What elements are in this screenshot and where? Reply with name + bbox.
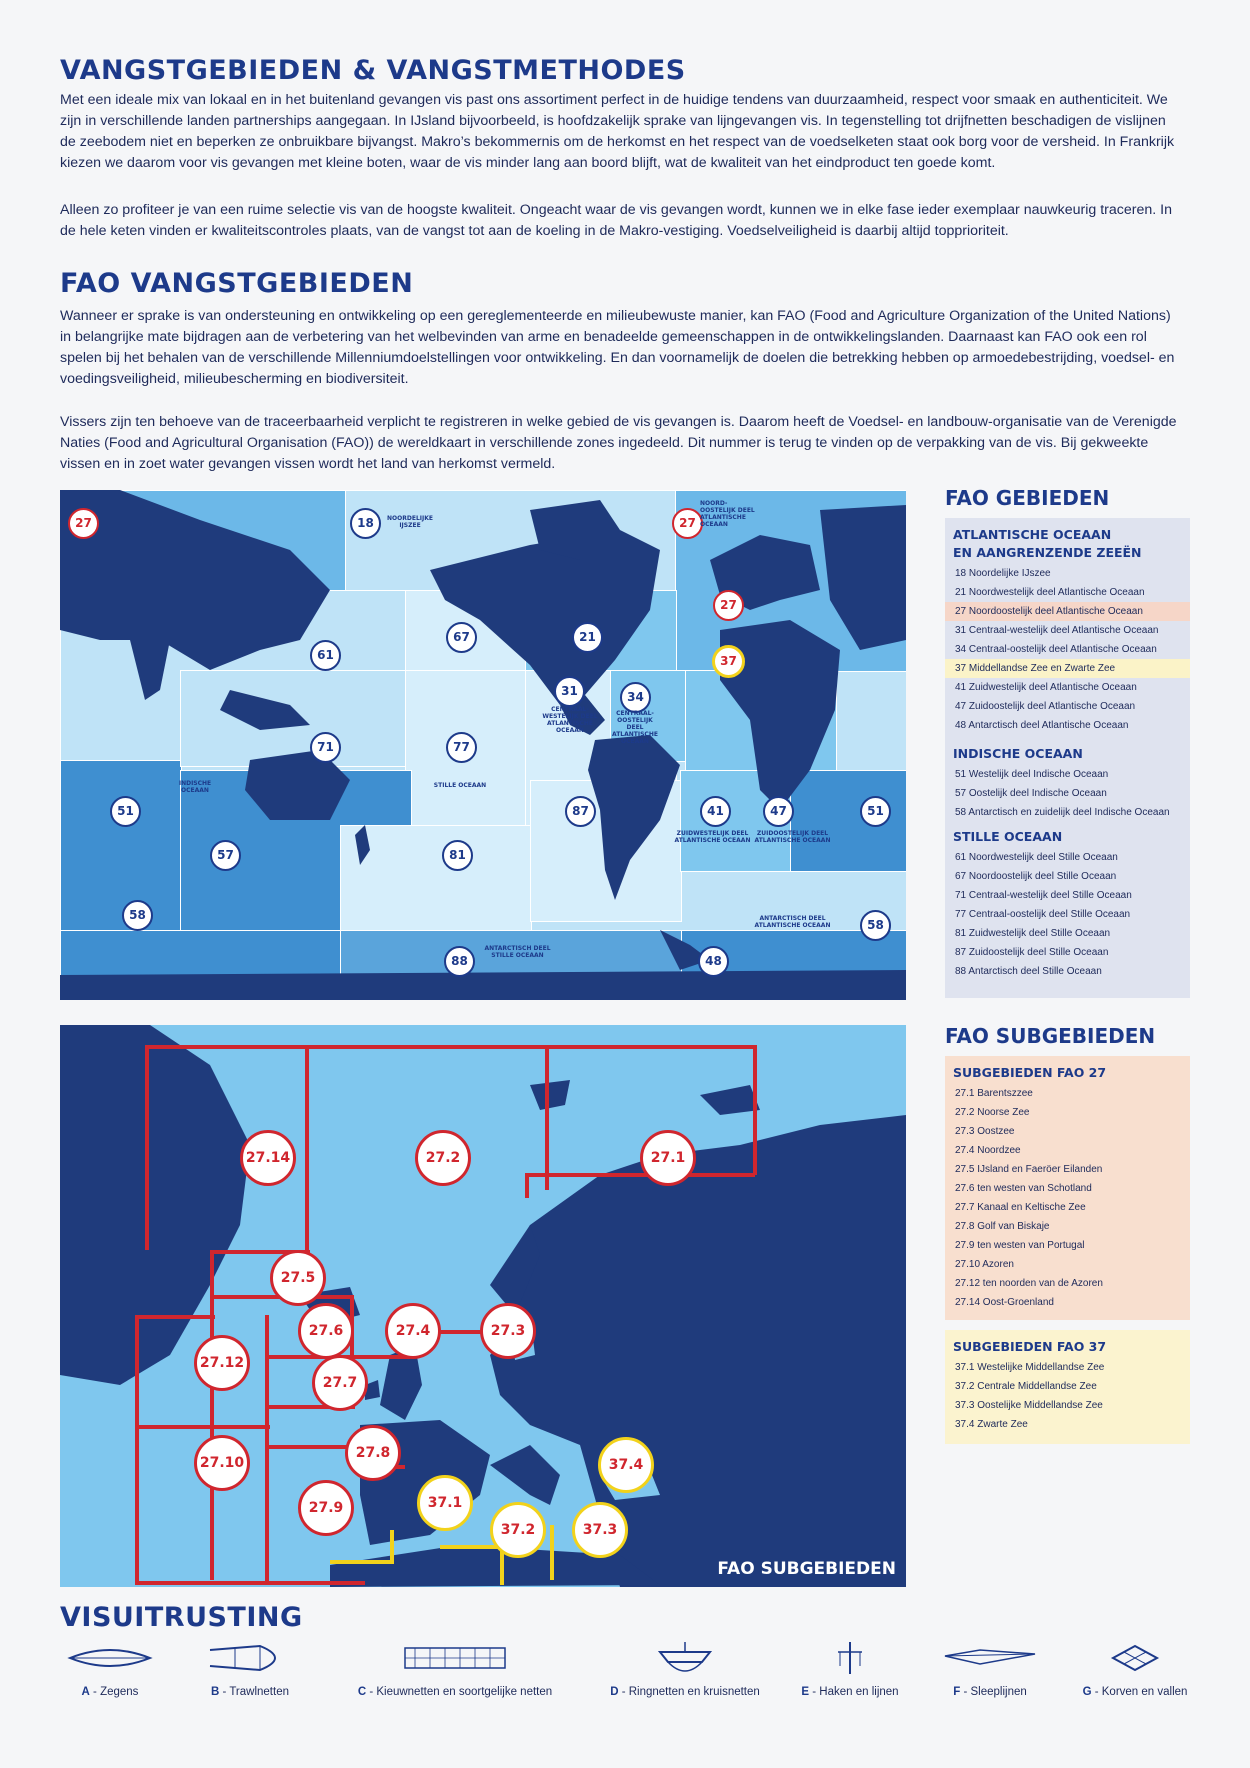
badge-51-east: 51 [860, 796, 891, 827]
indian-heading: INDISCHE OCEAAN [953, 746, 1083, 761]
badge-27-2: 27.2 [415, 1130, 471, 1186]
label-47: ZUIDOOSTELIJK DEEL ATLANTISCHE OCEAAN [754, 830, 831, 844]
badge-27-7: 27.7 [312, 1355, 368, 1411]
seine-icon [65, 1640, 155, 1676]
area-77: 77 Centraal-oostelijk deel Stille Oceaan [955, 909, 1131, 920]
area-88: 88 Antarctisch deel Stille Oceaan [955, 966, 1102, 977]
badge-21: 21 [572, 622, 603, 653]
label-48: ANTARCTISCH DEEL ATLANTISCHE OCEAAN [754, 915, 831, 929]
boundary-2712-west [135, 1315, 139, 1585]
area-87: 87 Zuidoostelijk deel Stille Oceaan [955, 947, 1109, 958]
boundary-west-line [210, 1250, 214, 1580]
boundary-37-a [330, 1560, 390, 1564]
badge-58-east: 58 [860, 910, 891, 941]
fao-gebieden-title: FAO GEBIEDEN [945, 486, 1110, 510]
trap-icon [1105, 1640, 1165, 1676]
boundary-37-e [550, 1525, 554, 1580]
badge-27-europe: 27 [713, 590, 744, 621]
badge-77: 77 [446, 732, 477, 763]
badge-71: 71 [310, 732, 341, 763]
badge-34: 34 [620, 682, 651, 713]
submap-caption: FAO SUBGEBIEDEN [717, 1559, 896, 1579]
gear-letter-g: G [1082, 1686, 1092, 1698]
gear-item-b [190, 1640, 310, 1698]
badge-37-3: 37.3 [572, 1502, 628, 1558]
badge-18: 18 [350, 508, 381, 539]
area-37: 37 Middellandse Zee en Zwarte Zee [945, 659, 1190, 678]
area-31: 31 Centraal-westelijk deel Atlantische Oceaan [955, 625, 1159, 636]
gear-title: VISUITRUSTING [60, 1602, 303, 1633]
badge-37-1: 37.1 [417, 1475, 473, 1531]
badge-27-3: 27.3 [480, 1303, 536, 1359]
gear-label-f: - Sleeplijnen [960, 1686, 1027, 1698]
sub-27-3: 27.3 Oostzee [955, 1126, 1015, 1137]
badge-27-8: 27.8 [345, 1425, 401, 1481]
badge-37-4: 37.4 [598, 1437, 654, 1493]
sub-37-2: 37.2 Centrale Middellandse Zee [955, 1381, 1097, 1392]
gear-letter-d: D [610, 1686, 619, 1698]
boundary-2714-west [145, 1045, 149, 1250]
badge-81: 81 [442, 840, 473, 871]
label-88: ANTARCTISCH DEEL STILLE OCEAAN [484, 945, 551, 959]
badge-27: 27 [672, 508, 703, 539]
sub-27-10: 27.10 Azoren [955, 1259, 1014, 1270]
badge-27-10: 27.10 [194, 1435, 250, 1491]
boundary-north [145, 1045, 755, 1049]
area-48: 48 Antarctisch deel Atlantische Oceaan [955, 720, 1129, 731]
badge-27-4: 27.4 [385, 1303, 441, 1359]
fao-paragraph-2: Vissers zijn ten behoeve van de traceerbaarheid verplicht te registreren in welke gebied de vis gevangen is. Daarom heeft de Voedsel- en landbouw-organisatie van de Verenigde Naties (Food and Agricultural Organisation (FAO)) de wereldkaart in verschillende zones ingedeeld. Dit nummer is terug te vinden op de verpakking van de vis. Bij gekweekte vissen en in zoet water gevangen vissen wordt het land van herkomst vermeld. [60, 414, 1177, 472]
gear-letter-e: E [801, 1686, 810, 1698]
pacific-heading: STILLE OCEAAN [953, 829, 1063, 844]
subgebieden-37-panel [945, 1330, 1190, 1444]
fao-title: FAO VANGSTGEBIEDEN [60, 268, 414, 299]
boundary-272-271 [545, 1045, 549, 1190]
subareas-map [60, 1025, 906, 1587]
ring-net-icon [650, 1640, 720, 1676]
gear-item-f [930, 1640, 1050, 1698]
badge-88: 88 [444, 946, 475, 977]
area-47: 47 Zuidoostelijk deel Atlantische Oceaan [955, 701, 1136, 712]
sub-27-12: 27.12 ten noorden van de Azoren [955, 1278, 1103, 1289]
fao-paragraph-1: Wanneer er sprake is van ondersteuning en ontwikkeling op een gereglementeerde en milieubewuste manier, kan FAO (Food and Agriculture Organization of the United Nations) in belangrijke mate bijdragen aan de verbetering van het welbevinden van arme en benadeelde gemeenschappen in de ontwikkelingslanden. Daarnaast kan FAO ook een rol spelen bij het behalen van de verschillende Millenniumdoelstellingen voor ontwikkeling. En dan voornamelijk de doelen die betrekking hebben op armoedebestrijding, voedsel- en voedingsveiligheid, milieubescherming en biodiversiteit. [60, 308, 1175, 387]
area-71: 71 Centraal-westelijk deel Stille Oceaan [955, 890, 1132, 901]
fao-gebieden-panel [945, 518, 1190, 998]
boundary-2714-272 [305, 1045, 309, 1250]
badge-47: 47 [763, 796, 794, 827]
gear-label-g: - Korven en vallen [1091, 1686, 1188, 1698]
sub-37-4: 37.4 Zwarte Zee [955, 1419, 1028, 1430]
badge-41: 41 [700, 796, 731, 827]
label-31: CENTRAAL- WESTELIJK DEEL ATLANTISCHE OCEAAN [542, 706, 598, 734]
sub-27-7: 27.7 Kanaal en Keltische Zee [955, 1202, 1086, 1213]
fao-subgebieden-title: FAO SUBGEBIEDEN [945, 1024, 1156, 1048]
sub-37-3: 37.3 Oostelijke Middellandse Zee [955, 1400, 1103, 1411]
badge-27-14: 27.14 [240, 1130, 296, 1186]
gear-label-e: - Haken en lijnen [809, 1686, 899, 1698]
label-51: INDISCHE OCEAAN [178, 780, 212, 794]
sub-27-1: 27.1 Barentszzee [955, 1088, 1033, 1099]
label-34: CENTRAAL- OOSTELIJK DEEL ATLANTISCHE OCEAAN [612, 710, 658, 745]
gear-label-c: - Kieuwnetten en soortgelijke netten [366, 1686, 553, 1698]
badge-27-9: 27.9 [298, 1480, 354, 1536]
boundary-271-notch [525, 1173, 529, 1198]
boundary-271-east [753, 1045, 757, 1175]
gear-letter-f: F [953, 1686, 961, 1698]
area-58: 58 Antarctisch en zuidelijk deel Indische Oceaan [955, 807, 1170, 818]
area-18: 18 Noordelijke IJszee [955, 568, 1051, 579]
gear-label-a: - Zegens [89, 1686, 139, 1698]
gear-item-e [795, 1640, 905, 1698]
trawl-net-icon [205, 1640, 295, 1676]
badge-27-1: 27.1 [640, 1130, 696, 1186]
sub-27-5: 27.5 IJsland en Faeröer Eilanden [955, 1164, 1103, 1175]
subareas-land-svg [60, 1025, 906, 1587]
trolling-line-icon [940, 1640, 1040, 1676]
area-61: 61 Noordwestelijk deel Stille Oceaan [955, 852, 1118, 863]
sub-27-8: 27.8 Golf van Biskaje [955, 1221, 1050, 1232]
badge-67: 67 [446, 622, 477, 653]
world-fao-map [60, 490, 906, 1000]
gear-item-d [595, 1640, 775, 1698]
badge-27-west: 27 [68, 508, 99, 539]
gillnet-icon [400, 1640, 510, 1676]
gear-letter-b: B [211, 1686, 220, 1698]
sub-27-2: 27.2 Noorse Zee [955, 1107, 1030, 1118]
boundary-37-b [390, 1530, 394, 1564]
hook-line-icon [830, 1640, 870, 1676]
label-18: NOORDELIJKE IJSZEE [387, 515, 433, 529]
badge-37: 37 [712, 645, 745, 678]
boundary-2712-top [135, 1315, 215, 1319]
area-27: 27 Noordoostelijk deel Atlantische Oceaan [945, 602, 1190, 621]
gear-letter-a: A [81, 1686, 90, 1698]
fao37-heading: SUBGEBIEDEN FAO 37 [953, 1339, 1107, 1354]
fao27-heading: SUBGEBIEDEN FAO 27 [953, 1065, 1107, 1080]
boundary-37-c [440, 1545, 500, 1549]
atlantic-heading: ATLANTISCHE OCEAAN EN AANGRENZENDE ZEEËN [953, 527, 1142, 560]
label-27: NOORD- OOSTELIJK DEEL ATLANTISCHE OCEAAN [700, 500, 755, 528]
sub-27-14: 27.14 Oost-Groenland [955, 1297, 1054, 1308]
area-57: 57 Oostelijk deel Indische Oceaan [955, 788, 1107, 799]
badge-27-12: 27.12 [194, 1335, 250, 1391]
sub-27-9: 27.9 ten westen van Portugal [955, 1240, 1085, 1251]
area-34: 34 Centraal-oostelijk deel Atlantische Oceaan [955, 644, 1157, 655]
sub-27-6: 27.6 ten westen van Schotland [955, 1183, 1092, 1194]
badge-61: 61 [310, 640, 341, 671]
gear-item-c [340, 1640, 570, 1698]
area-21: 21 Noordwestelijk deel Atlantische Oceaan [955, 587, 1145, 598]
area-67: 67 Noordoostelijk deel Stille Oceaan [955, 871, 1117, 882]
badge-31: 31 [554, 676, 585, 707]
badge-51-west: 51 [110, 796, 141, 827]
badge-27-6: 27.6 [298, 1303, 354, 1359]
subgebieden-27-panel [945, 1056, 1190, 1320]
boundary-south [135, 1581, 365, 1585]
intro-paragraph-1: Met een ideale mix van lokaal en in het buitenland gevangen vis past ons assortiment perfect in de huidige tendens van duurzaamheid, respect voor smaak en authenticiteit. We zijn in verschillende landen partnerships aangegaan. In IJsland bijvoorbeeld, is hoofdzakelijk sprake van lijngevangen vis. In tegenstelling tot drijfnetten beschadigen de vislijnen de zeebodem niet en beperken ze onbruikbare bijvangst. Makro’s bekommernis om de herkomst en het respect van de voedselketen staat ook borg voor de versheid. In Frankrijk kiezen we daarom voor vis gevangen met kleine boten, waar de vis minder lang aan boord blijft, wat de kwaliteit van het eindproduct ten goede komt. [60, 92, 1175, 171]
page-title: VANGSTGEBIEDEN & VANGSTMETHODES [60, 55, 686, 86]
label-77: STILLE OCEAAN [433, 782, 487, 789]
gear-item-g [1070, 1640, 1200, 1698]
area-51: 51 Westelijk deel Indische Oceaan [955, 769, 1109, 780]
sub-27-4: 27.4 Noordzee [955, 1145, 1021, 1156]
sub-37-1: 37.1 Westelijke Middellandse Zee [955, 1362, 1105, 1373]
badge-58-west: 58 [122, 900, 153, 931]
gear-letter-c: C [357, 1686, 367, 1698]
gear-label-b: - Trawlnetten [219, 1686, 289, 1698]
area-41: 41 Zuidwestelijk deel Atlantische Oceaan [955, 682, 1137, 693]
gear-item-a [50, 1640, 170, 1698]
badge-57: 57 [210, 840, 241, 871]
boundary-2710-top [135, 1425, 270, 1429]
badge-48: 48 [698, 946, 729, 977]
badge-87: 87 [565, 796, 596, 827]
intro-paragraph-2: Alleen zo profiteer je van een ruime selectie vis van de hoogste kwaliteit. Ongeacht waar de vis gevangen wordt, kunnen we in elke fase ieder exemplaar nauwkeurig traceren. In de hele keten vinden er kwaliteitscontroles plaats, van de vangst tot aan de koeling in de Makro-vestiging. Voedselveiligheid is daarbij altijd topprioriteit. [60, 202, 1172, 239]
label-41: ZUIDWESTELIJK DEEL ATLANTISCHE OCEAAN [674, 830, 751, 844]
badge-37-2: 37.2 [490, 1502, 546, 1558]
badge-27-5: 27.5 [270, 1250, 326, 1306]
gear-label-d: - Ringnetten en kruisnetten [618, 1686, 760, 1698]
boundary-271-south [525, 1173, 755, 1177]
area-81: 81 Zuidwestelijk deel Stille Oceaan [955, 928, 1111, 939]
